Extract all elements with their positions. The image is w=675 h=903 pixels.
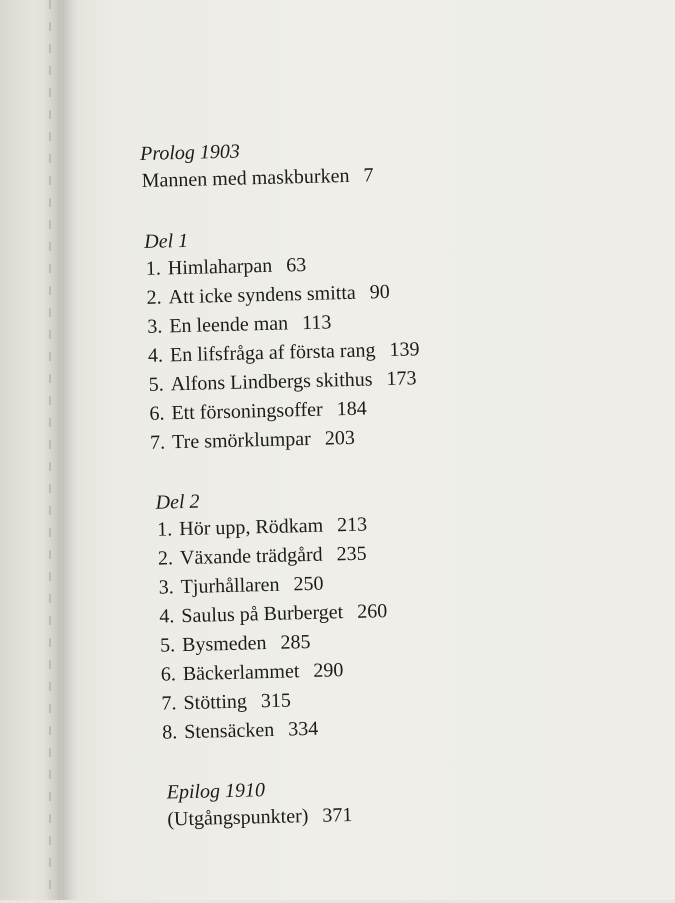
entry-title: Växande trädgård xyxy=(179,543,323,570)
toc-entry xyxy=(158,543,367,571)
entry-number: 2. xyxy=(157,547,174,570)
section-title-prolog: Prolog 1903 xyxy=(139,140,241,165)
entry-page: 213 xyxy=(336,513,368,537)
entry-page: 315 xyxy=(260,689,292,713)
entry-number: 4. xyxy=(159,605,175,628)
entry-title: Att icke syndens smitta xyxy=(168,281,357,309)
entry-title: En leende man xyxy=(169,312,289,338)
toc-entry xyxy=(167,804,353,832)
section-title-del-2: Del 2 xyxy=(155,490,200,514)
entry-number: 8. xyxy=(161,721,178,744)
entry-page: 285 xyxy=(280,630,311,654)
entry-number: 2. xyxy=(146,286,162,309)
entry-page: 173 xyxy=(386,367,417,391)
entry-title: Saulus på Burberget xyxy=(181,601,344,628)
toc-entry xyxy=(159,600,387,629)
toc-entry xyxy=(149,398,367,426)
toc-entry xyxy=(146,254,307,281)
entry-title: Himlaharpan xyxy=(167,254,273,280)
entry-title: Tre smörklumpar xyxy=(171,427,312,454)
entry-title: Ett försoningsoffer xyxy=(171,398,323,425)
entry-page: 260 xyxy=(356,600,388,623)
entry-page: 184 xyxy=(336,397,367,421)
section-title-del-1: Del 1 xyxy=(143,229,189,253)
entry-page: 113 xyxy=(301,311,332,335)
entry-page: 334 xyxy=(287,717,319,741)
toc-entry xyxy=(160,631,311,658)
entry-page: 371 xyxy=(322,804,353,827)
toc-entry xyxy=(146,281,390,310)
toc-entry xyxy=(161,659,344,686)
entry-number: 6. xyxy=(149,402,165,425)
entry-number: 3. xyxy=(147,315,163,338)
entry-page: 7 xyxy=(363,164,374,187)
toc-entry xyxy=(161,689,291,715)
toc-entry xyxy=(141,164,373,193)
entry-number: 1. xyxy=(157,518,173,541)
entry-number: 3. xyxy=(158,576,174,599)
entry-page: 63 xyxy=(286,253,307,277)
entry-title: Bäckerlammet xyxy=(182,660,300,686)
entry-page: 235 xyxy=(336,542,367,566)
toc-entry xyxy=(147,311,332,338)
toc-entry xyxy=(157,514,367,542)
entry-number: 5. xyxy=(159,634,176,657)
entry-number: 6. xyxy=(160,663,177,686)
section-title-epilog: Epilog 1910 xyxy=(166,779,266,804)
entry-title: Alfons Lindbergs skithus xyxy=(170,368,373,396)
entry-title: Tjurhållaren xyxy=(180,573,280,599)
toc-entry xyxy=(150,427,355,455)
entry-number: 7. xyxy=(149,431,166,454)
entry-page: 290 xyxy=(313,659,344,682)
entry-title: (Utgångspunkter) xyxy=(167,805,309,831)
entry-title: En lifsfråga af första rang xyxy=(169,339,376,367)
toc-entry xyxy=(148,338,420,368)
entry-page: 90 xyxy=(369,280,391,304)
entry-title: Bysmeden xyxy=(181,632,267,657)
entry-page: 139 xyxy=(389,338,420,361)
toc-entry xyxy=(148,367,416,397)
toc-entry xyxy=(162,718,318,745)
entry-title: Stensäcken xyxy=(183,718,275,744)
entry-page: 203 xyxy=(324,426,356,450)
entry-number: 4. xyxy=(147,344,164,367)
entry-page: 250 xyxy=(293,572,324,596)
entry-title: Mannen med maskburken xyxy=(141,164,350,192)
entry-number: 7. xyxy=(161,692,177,715)
entry-title: Hör upp, Rödkam xyxy=(179,514,324,541)
toc-entry xyxy=(158,573,323,600)
entry-number: 1. xyxy=(145,257,162,280)
entry-title: Stötting xyxy=(183,690,248,715)
entry-number: 5. xyxy=(148,373,165,396)
